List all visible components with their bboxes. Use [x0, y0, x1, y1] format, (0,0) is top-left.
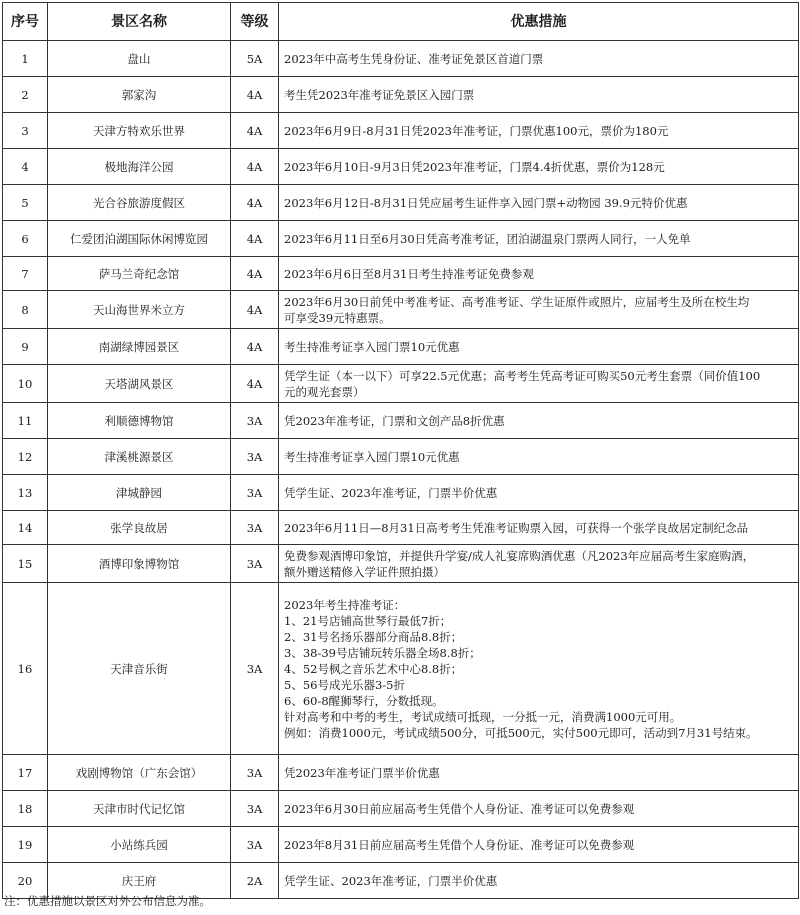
row-no: 12 [3, 439, 48, 475]
row-no: 9 [3, 329, 48, 365]
row-discount: 凭2023年准考证门票半价优惠 [279, 755, 799, 791]
row-no: 3 [3, 113, 48, 149]
row-name: 津城静园 [48, 475, 231, 511]
header-no: 序号 [3, 3, 48, 41]
row-grade: 3A [231, 511, 279, 545]
row-discount: 2023年6月11日—8月31日高考考生凭准考证购票入园，可获得一个张学良故居定制纪念品 [279, 511, 799, 545]
row-grade: 3A [231, 755, 279, 791]
row-no: 2 [3, 77, 48, 113]
row-grade: 3A [231, 439, 279, 475]
row-discount: 2023年6月30日前应届高考生凭借个人身份证、准考证可以免费参观 [279, 791, 799, 827]
table-row [3, 439, 799, 475]
row-grade: 3A [231, 475, 279, 511]
row-grade: 3A [231, 827, 279, 863]
row-grade: 5A [231, 41, 279, 77]
table-row [3, 365, 799, 403]
row-discount: 凭学生证、2023年准考证，门票半价优惠 [279, 863, 799, 899]
row-name: 庆王府 [48, 863, 231, 899]
row-name: 天津市时代记忆馆 [48, 791, 231, 827]
table-row [3, 291, 799, 329]
table-row [3, 403, 799, 439]
row-no: 19 [3, 827, 48, 863]
table-row [3, 583, 799, 755]
row-discount: 考生持准考证享入园门票10元优惠 [279, 329, 799, 365]
row-grade: 4A [231, 291, 279, 329]
table-row [3, 755, 799, 791]
table-header-row [3, 3, 799, 41]
row-name: 利顺德博物馆 [48, 403, 231, 439]
table-row [3, 221, 799, 257]
table-row [3, 149, 799, 185]
row-discount: 2023年6月11日至6月30日凭高考准考证，团泊湖温泉门票两人同行，一人免单 [279, 221, 799, 257]
row-name: 天津方特欢乐世界 [48, 113, 231, 149]
row-name: 天塔湖风景区 [48, 365, 231, 403]
row-grade: 4A [231, 113, 279, 149]
table-row [3, 257, 799, 291]
row-name: 南湖绿博园景区 [48, 329, 231, 365]
row-discount: 考生持准考证享入园门票10元优惠 [279, 439, 799, 475]
table-row [3, 511, 799, 545]
header-discount: 优惠措施 [279, 3, 799, 41]
row-grade: 4A [231, 185, 279, 221]
row-grade: 4A [231, 77, 279, 113]
row-name: 张学良故居 [48, 511, 231, 545]
row-no: 10 [3, 365, 48, 403]
row-no: 6 [3, 221, 48, 257]
discount-table [2, 2, 799, 899]
row-no: 16 [3, 583, 48, 755]
row-name: 天津音乐街 [48, 583, 231, 755]
row-name: 仁爱团泊湖国际休闲博览园 [48, 221, 231, 257]
table-row [3, 41, 799, 77]
header-name: 景区名称 [48, 3, 231, 41]
table-row [3, 475, 799, 511]
table-row [3, 791, 799, 827]
row-discount: 2023年考生持准考证： 1、21号店铺高世琴行最低7折； 2、31号名扬乐器部分商品8.8折； 3、38-39号店铺玩转乐器全场8.8折； 4、52号枫之音乐艺术中心8.8折； 5、56号成光乐器3-5折 6、60-8醒狮琴行，分数抵现。 针对高考和中考的考生，考试成绩可抵现，一分抵一元，消费满1000元可用。 例如：消费1000元，考试成绩500分，可抵500元，实付500元即可，活动到7月31号结束。 [279, 583, 799, 755]
row-no: 14 [3, 511, 48, 545]
row-name: 盘山 [48, 41, 231, 77]
row-no: 8 [3, 291, 48, 329]
row-grade: 3A [231, 545, 279, 583]
row-grade: 4A [231, 149, 279, 185]
table-row [3, 329, 799, 365]
table-row [3, 113, 799, 149]
row-name: 萨马兰奇纪念馆 [48, 257, 231, 291]
row-discount: 2023年6月6日至8月31日考生持准考证免费参观 [279, 257, 799, 291]
row-grade: 2A [231, 863, 279, 899]
row-name: 酒博印象博物馆 [48, 545, 231, 583]
row-no: 15 [3, 545, 48, 583]
row-no: 5 [3, 185, 48, 221]
row-no: 11 [3, 403, 48, 439]
row-discount: 凭2023年准考证，门票和文创产品8折优惠 [279, 403, 799, 439]
table-row [3, 77, 799, 113]
row-discount: 免费参观酒博印象馆，并提供升学宴/成人礼宴席购酒优惠（凡2023年应届高考生家庭购酒， 额外赠送精修入学证件照拍摄） [279, 545, 799, 583]
header-grade: 等级 [231, 3, 279, 41]
table-row [3, 827, 799, 863]
row-grade: 4A [231, 257, 279, 291]
row-discount: 2023年8月31日前应届高考生凭借个人身份证、准考证可以免费参观 [279, 827, 799, 863]
row-grade: 3A [231, 583, 279, 755]
table-row [3, 545, 799, 583]
row-discount: 凭学生证（本一以下）可享22.5元优惠；高考考生凭高考证可购买50元考生套票（同价值100 元的观光套票） [279, 365, 799, 403]
row-discount: 2023年6月9日-8月31日凭2023年准考证，门票优惠100元，票价为180元 [279, 113, 799, 149]
row-discount: 2023年6月12日-8月31日凭应届考生证件享入园门票+动物园 39.9元特价优惠 [279, 185, 799, 221]
row-grade: 3A [231, 403, 279, 439]
row-grade: 4A [231, 221, 279, 257]
row-name: 戏剧博物馆（广东会馆） [48, 755, 231, 791]
row-discount: 2023年6月10日-9月3日凭2023年准考证，门票4.4折优惠，票价为128元 [279, 149, 799, 185]
row-no: 1 [3, 41, 48, 77]
row-discount: 2023年中高考生凭身份证、准考证免景区首道门票 [279, 41, 799, 77]
footnote: 注：优惠措施以景区对外公布信息为准。 [4, 894, 211, 908]
row-no: 13 [3, 475, 48, 511]
row-discount: 凭学生证、2023年准考证，门票半价优惠 [279, 475, 799, 511]
row-name: 郭家沟 [48, 77, 231, 113]
row-no: 17 [3, 755, 48, 791]
row-no: 7 [3, 257, 48, 291]
row-no: 4 [3, 149, 48, 185]
row-discount: 考生凭2023年准考证免景区入园门票 [279, 77, 799, 113]
row-grade: 4A [231, 329, 279, 365]
row-name: 小站练兵园 [48, 827, 231, 863]
row-grade: 3A [231, 791, 279, 827]
row-grade: 4A [231, 365, 279, 403]
row-no: 20 [3, 863, 48, 899]
row-name: 极地海洋公园 [48, 149, 231, 185]
row-no: 18 [3, 791, 48, 827]
row-name: 光合谷旅游度假区 [48, 185, 231, 221]
row-discount: 2023年6月30日前凭中考准考证、高考准考证、学生证原件或照片，应届考生及所在校生均 可享受39元特惠票。 [279, 291, 799, 329]
row-name: 天山海世界米立方 [48, 291, 231, 329]
row-name: 津溪桃源景区 [48, 439, 231, 475]
table-row [3, 185, 799, 221]
